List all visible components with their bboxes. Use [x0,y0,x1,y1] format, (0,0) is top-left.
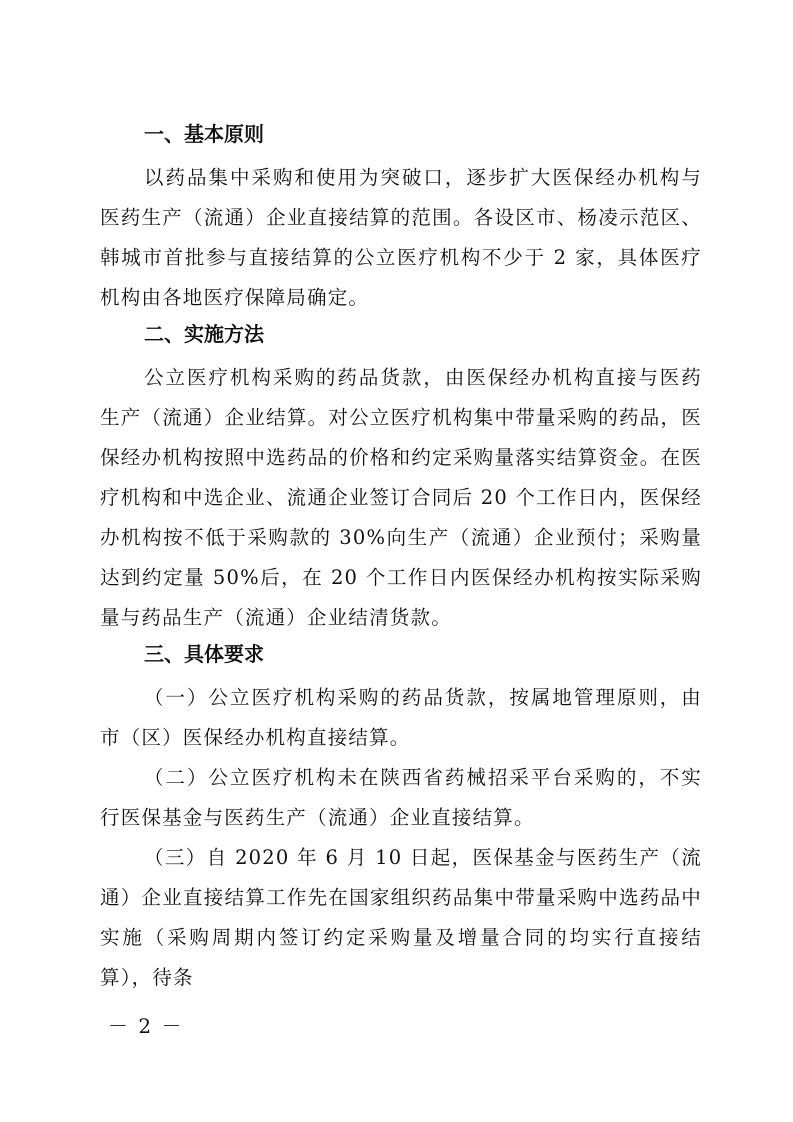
section-basic-principles [100,118,702,318]
paragraph: （三）自 2020 年 6 月 10 日起，医保基金与医药生产（流通）企业直接结算工作先在国家组织药品集中带量采购中选药品中实施（采购周期内签订约定采购量及增量合同的均实行直接结算），待条 [100,846,702,989]
section-heading: 三、具体要求 [144,642,264,666]
paragraph: 以药品集中采购和使用为突破口，逐步扩大医保经办机构与医药生产（流通）企业直接结算的范围。各设区市、杨凌示范区、韩城市首批参与直接结算的公立医疗机构不少于 2 家，具体医疗机构由各地医疗保障局确定。 [100,166,702,309]
paragraph: （二）公立医疗机构未在陕西省药械招采平台采购的，不实行医保基金与医药生产（流通）企业直接结算。 [100,766,702,829]
paragraph: （一）公立医疗机构采购的药品货款，按属地管理原则，由市（区）医保经办机构直接结算。 [100,686,702,749]
document-body [100,118,702,998]
page-number: － 2 － [108,1014,184,1038]
section-specific-requirements [100,638,702,998]
section-heading: 二、实施方法 [144,322,264,346]
paragraph: 公立医疗机构采购的药品货款，由医保经办机构直接与医药生产（流通）企业结算。对公立医疗机构集中带量采购的药品，医保经办机构按照中选药品的价格和约定采购量落实结算资金。在医疗机构和中选企业、流通企业签订合同后 20 个工作日内，医保经办机构按不低于采购款的 30%向生产（流通）企业预付；采购量达到约定量 50%后，在 20 个工作日内医保经办机构按实际采购量与药品生产（流通）企业结清货款。 [100,366,702,629]
section-heading: 一、基本原则 [144,122,264,146]
section-implementation-method [100,318,702,638]
